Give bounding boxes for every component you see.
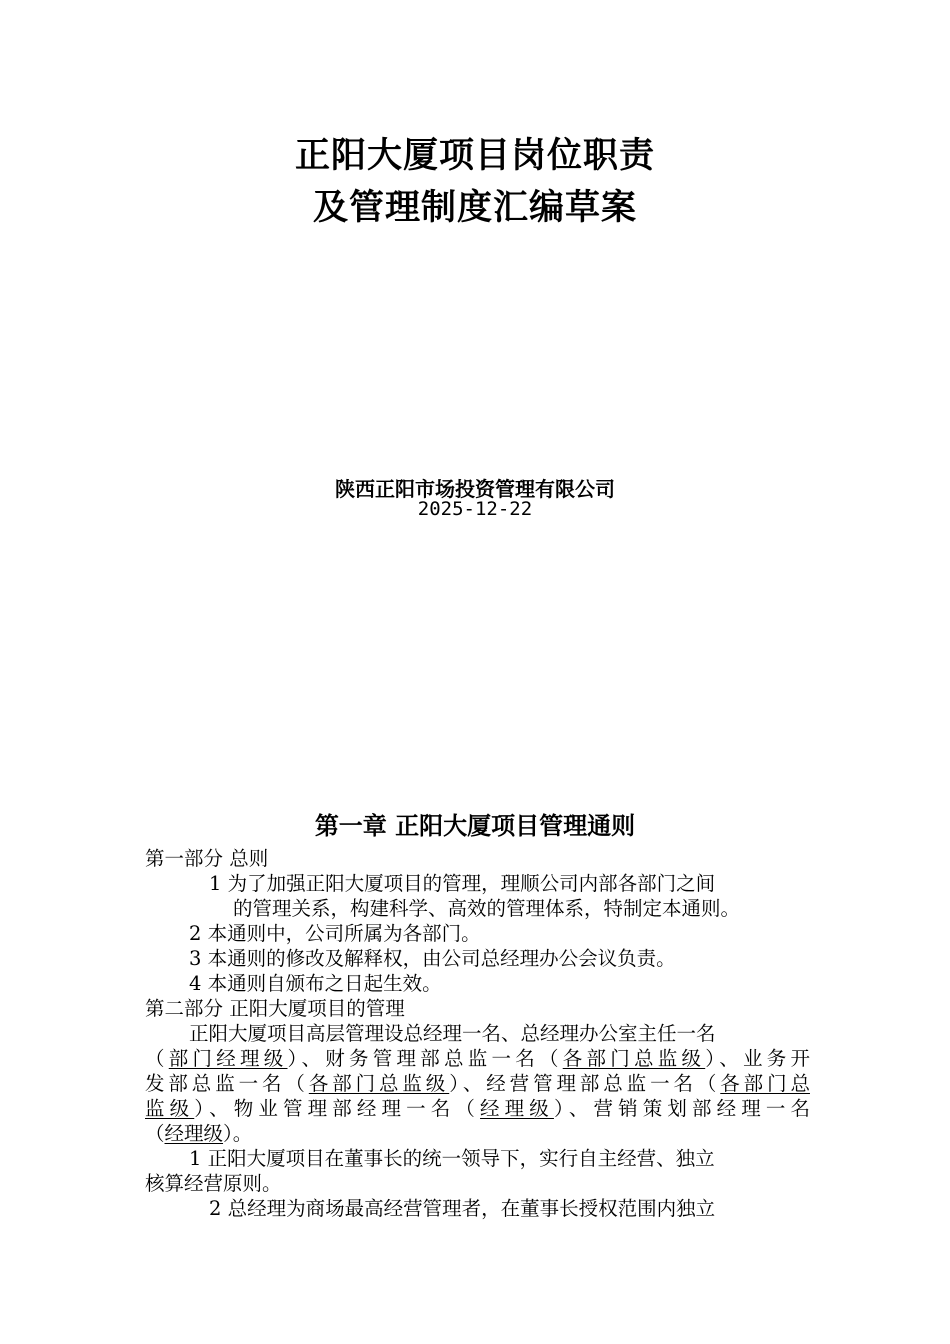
part-2-para-line-1: 正阳大厦项目高层管理设总经理一名、总经理办公室主任一名 <box>189 1022 716 1045</box>
rank-label: 各部门总监级 <box>308 1072 450 1095</box>
part-1-item-4: 4 本通则自颁布之日起生效。 <box>189 972 442 995</box>
rank-label: 各部门总 <box>720 1072 810 1095</box>
part-2-para-line-3: 发部总监一名（各部门总监级）、经营管理部总监一名（各部门总 <box>145 1072 810 1095</box>
part-2-item-2-line-1: 2 总经理为商场最高经营管理者，在董事长授权范围内独立 <box>209 1197 716 1220</box>
rank-label: 经理级 <box>480 1097 554 1120</box>
part-2-item-1-line-2: 核算经营原则。 <box>145 1172 282 1195</box>
part-2-item-1-line-1: 1 正阳大厦项目在董事长的统一领导下，实行自主经营、独立 <box>189 1147 715 1170</box>
document-title-line-2: 及管理制度汇编草案 <box>312 188 637 228</box>
part-2-para-line-4: 监级）、物业管理部经理一名（经理级）、营销策划部经理一名 <box>145 1097 810 1120</box>
part-1-item-1-line-1: 1 为了加强正阳大厦项目的管理，理顺公司内部各部门之间 <box>209 872 716 895</box>
document-title-line-1: 正阳大厦项目岗位职责 <box>294 136 655 176</box>
rank-label: 部门经理级 <box>168 1047 288 1070</box>
company-name: 陕西正阳市场投资管理有限公司 <box>335 477 615 501</box>
rank-label: 监级 <box>145 1097 195 1120</box>
part-2-para-line-5: （经理级）。 <box>145 1122 253 1145</box>
part-1-item-1-line-2: 的管理关系，构建科学、高效的管理体系，特制定本通则。 <box>233 897 741 920</box>
rank-label: 经理级 <box>164 1122 224 1145</box>
part-1-item-2: 2 本通则中，公司所属为各部门。 <box>189 922 481 945</box>
chapter-body <box>145 846 810 1221</box>
rank-label: 各部门总监级 <box>562 1047 706 1070</box>
chapter-title: 第一章 正阳大厦项目管理通则 <box>314 812 636 840</box>
part-2-para-line-2: （部门经理级）、财务管理部总监一名（各部门总监级）、业务开 <box>145 1047 810 1070</box>
part-1-heading: 第一部分 总则 <box>145 847 269 870</box>
document-date: 2025-12-22 <box>417 498 533 520</box>
part-1-item-3: 3 本通则的修改及解释权，由公司总经理办公会议负责。 <box>189 947 676 970</box>
part-2-heading: 第二部分 正阳大厦项目的管理 <box>145 997 405 1020</box>
